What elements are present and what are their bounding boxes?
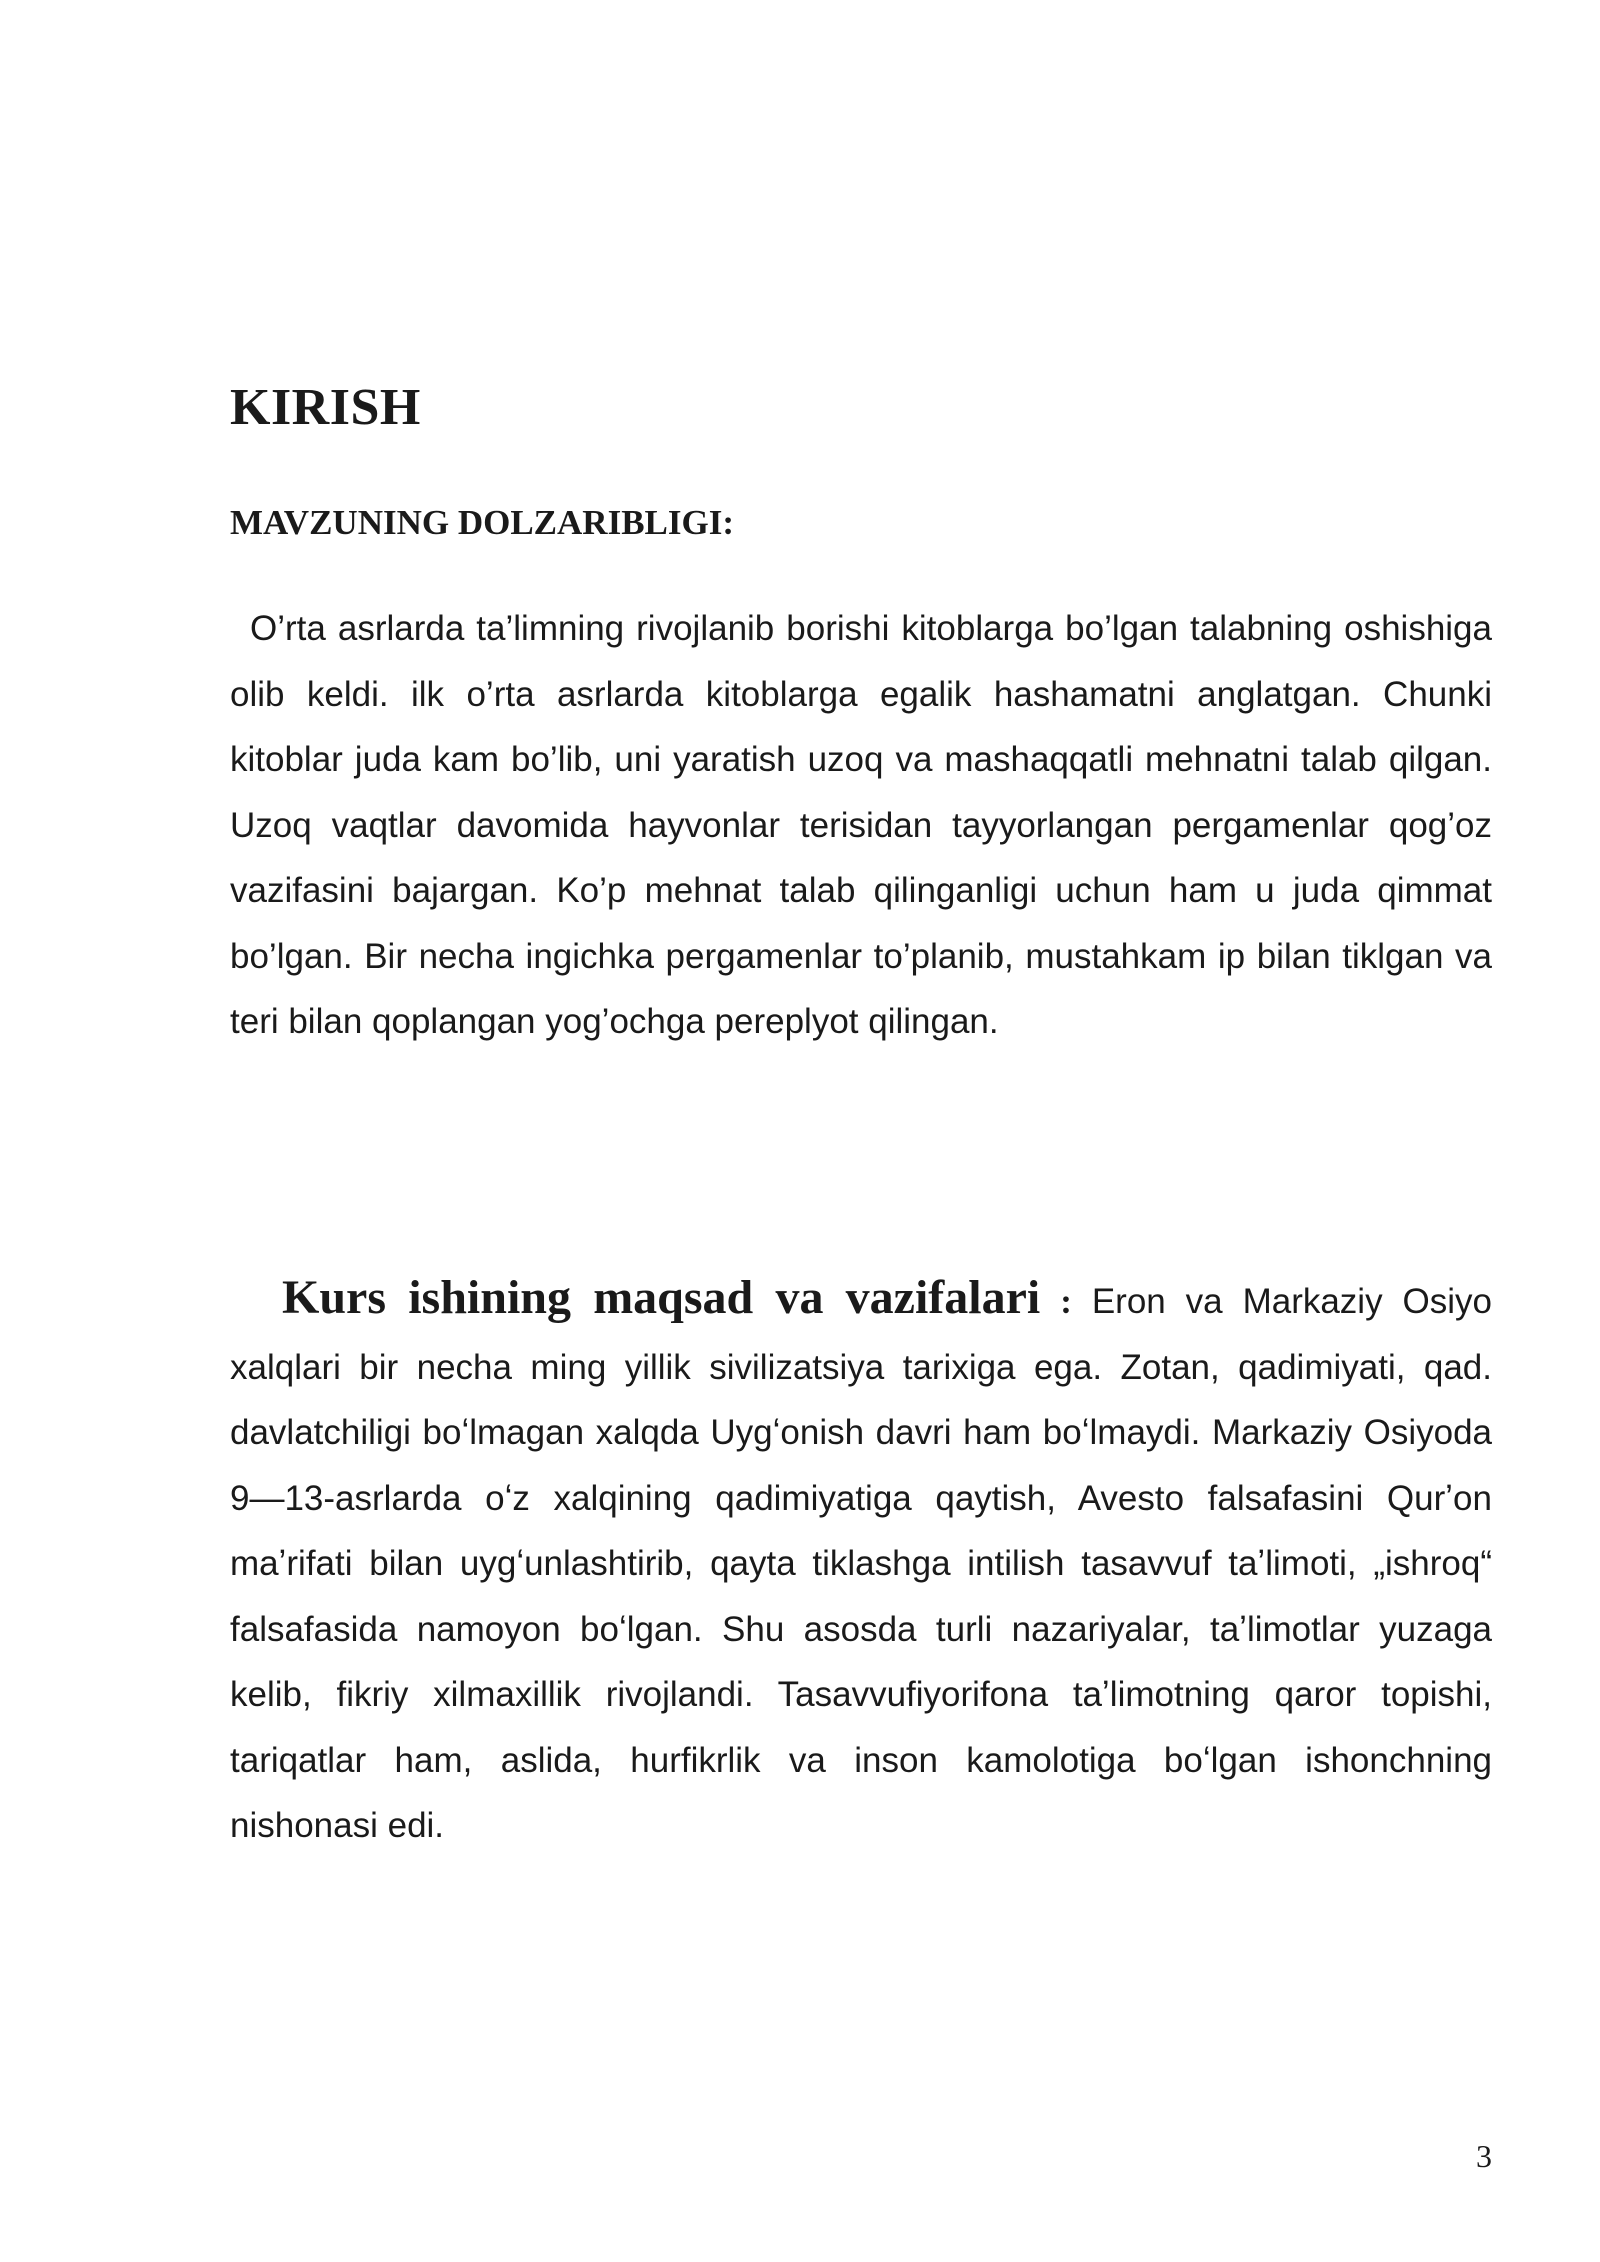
goals-heading: Kurs ishining maqsad va vazifalari xyxy=(282,1271,1041,1324)
goals-text: Eron va Markaziy Osiyo xalqlari bir necha ming yillik sivilizatsiya tarixiga ega. Zotan, qadimiyati, qad. davlatchiligi boʻlmagan xalqda Uygʻonish davri ham boʻlmaydi. Markaziy Osiyoda 9—13-asrlarda oʻz xalqining qadimiyatiga qaytish, Avesto falsafasini Qurʼon maʼrifati bilan uygʻunlashtirib, qayta tiklashga intilish tasavvuf taʼlimoti, „ishroq“ falsafasida namoyon boʻlgan. Shu asosda turli nazariyalar, taʼlimotlar yuzaga kelib, fikriy xilmaxillik rivojlandi. Tasavvufiyorifona taʼlimotning qaror topishi, tariqatlar ham, aslida, hurfikrlik va inson kamolotiga boʻlgan ishonchning nishonasi edi. xyxy=(230,1282,1492,1845)
intro-paragraph: O’rta asrlarda ta’limning rivojlanib borishi kitoblarga bo’lgan talabning oshishiga olib keldi. ilk o’rta asrlarda kitoblarga egalik hashamatni anglatgan. Chunki kitoblar juda kam bo’lib, uni yaratish uzoq va mashaqqatli mehnatni talab qilgan. Uzoq vaqtlar davomida hayvonlar terisidan tayyorlangan pergamenlar qog’oz vazifasini bajargan. Ko’p mehnat talab qilinganligi uchun ham u juda qimmat bo’lgan. Bir necha ingichka pergamenlar to’planib, mustahkam ip bilan tiklgan va teri bilan qoplangan yog’ochga pereplyot qilingan. xyxy=(230,609,1492,1041)
page-title: KIRISH xyxy=(230,379,421,436)
goals-heading-colon: : xyxy=(1060,1282,1072,1321)
goals-paragraph xyxy=(230,1265,1492,1859)
page-number: 3 xyxy=(1476,2138,1492,2174)
section-subtitle: MAVZUNING DOLZARIBLIGI: xyxy=(230,503,735,542)
